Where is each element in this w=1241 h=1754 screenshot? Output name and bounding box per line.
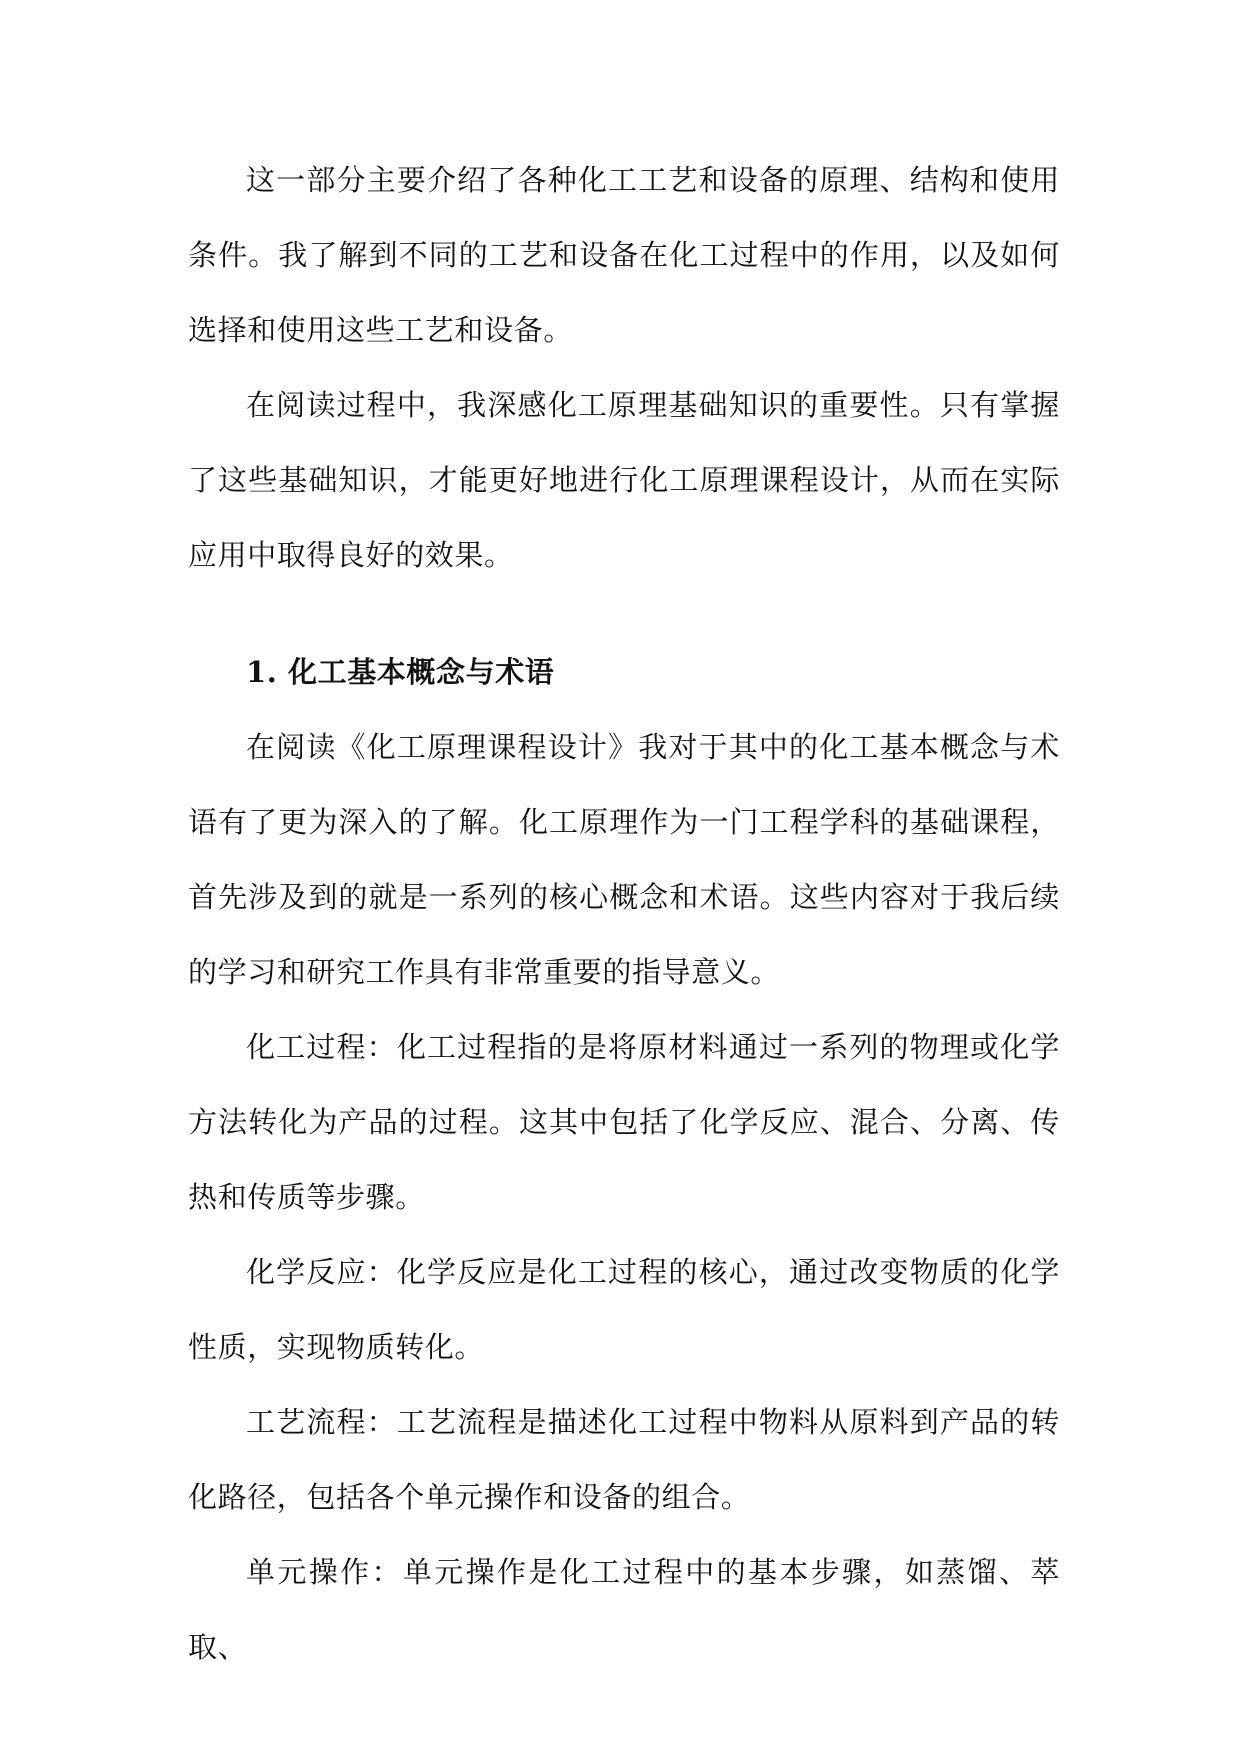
paragraph: 在阅读《化工原理课程设计》我对于其中的化工基本概念与术语有了更为深入的了解。化工原理作为一门工程学科的基础课程，首先涉及到的就是一系列的核心概念和术语。这些内容对于我后续的学习和研究工作具有非常重要的指导意义。 <box>188 730 1060 989</box>
paragraph: 单元操作：单元操作是化工过程中的基本步骤，如蒸馏、萃取、 <box>188 1555 1060 1664</box>
section-number: 1. <box>246 655 278 689</box>
paragraph: 化工过程：化工过程指的是将原材料通过一系列的物理或化学方法转化为产品的过程。这其中包括了化学反应、混合、分离、传热和传质等步骤。 <box>188 1030 1060 1214</box>
paragraph: 化学反应：化学反应是化工过程的核心，通过改变物质的化学性质，实现物质转化。 <box>188 1255 1060 1364</box>
document-body <box>188 143 1060 1685</box>
section-title: 化工基本概念与术语 <box>288 655 555 689</box>
paragraph: 在阅读过程中，我深感化工原理基础知识的重要性。只有掌握了这些基础知识，才能更好地进行化工原理课程设计，从而在实际应用中取得良好的效果。 <box>188 388 1060 572</box>
paragraph: 工艺流程：工艺流程是描述化工过程中物料从原料到产品的转化路径，包括各个单元操作和设备的组合。 <box>188 1405 1060 1514</box>
paragraph: 这一部分主要介绍了各种化工工艺和设备的原理、结构和使用条件。我了解到不同的工艺和设备在化工过程中的作用，以及如何选择和使用这些工艺和设备。 <box>188 163 1060 347</box>
section-heading <box>188 635 1060 710</box>
